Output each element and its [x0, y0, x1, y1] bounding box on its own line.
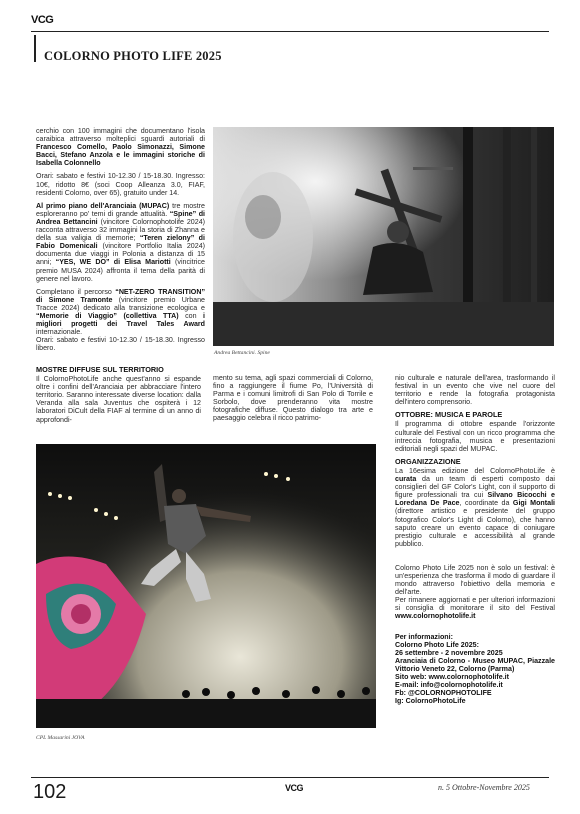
photo-spine-image [213, 127, 554, 346]
paragraph-netzero: Completano il percorso “NET-ZERO TRANSITION” di Simone Tramonte (vincitore premio Urbane Tracce 2024) dedicato alla transizione ecologica e “Memorie di Viaggio” (collettiva TTA) con i migliori progetti dei Travel Tales Award internazionale. [36, 287, 205, 337]
top-rule [31, 31, 549, 32]
heading-mostre-diffuse: MOSTRE DIFFUSE SUL TERRITORIO [36, 365, 164, 374]
column-left-upper [36, 127, 205, 357]
paragraph-mupac: Al primo piano dell'Aranciaia (MUPAC) tre mostre esploreranno po' temi di grande attualità. “Spine” di Andrea Bettancini (vincitore Colornophotolife 2024) racconta attraverso 32 immagini la storia di Zhanna e della sua valigia di memorie; “Teren zielony” di Fabio Domenicali (vincitore Portfolio Italia 2024) documenta due viaggi in Polonia a distanza di 15 anni; “YES, WE DO” di Elisa Mariotti (vincitrice premio MUSA 2024) affronta il tema della parità di genere nel lavoro. [36, 201, 206, 283]
info-line: Per informazioni: [395, 632, 453, 641]
photo-spine-caption: Andrea Bettancini. Spine [214, 350, 270, 356]
bottom-rule [31, 777, 549, 778]
issue-label: n. 5 Ottobre-Novembre 2025 [438, 783, 530, 792]
page-number: 102 [33, 781, 67, 803]
paragraph-territorio-cont: mento su tema, agli spazi commerciali di Colorno, fino a raggiungere il fiume Po, l'Università di Parma e i comuni limitrofi di San Polo di Torrile e Sorbolo, dove prenderanno vita mostre fotografiche diffuse. Questo dialogo tra arte e paesaggio celebra il ricco patrimo- [213, 374, 373, 423]
info-line[interactable]: Ig: ColornoPhotoLife [395, 697, 466, 706]
paragraph-hours-1: Orari: sabato e festivi 10-12.30 / 15-18.30. Ingresso: 10€, ridotto 8€ (soci Coop Alleanza 3.0, FIAF, residenti Colorno, over 65), gratuito under 14. [36, 172, 205, 197]
column-middle-lower [213, 374, 373, 428]
info-line[interactable]: E-mail: info@colornophotolife.it [395, 681, 503, 690]
photo-jova-image [36, 444, 376, 728]
info-line[interactable]: Sito web: www.colornophotolife.it [395, 673, 510, 681]
paragraph-aggiornamenti: Per rimanere aggiornati e per ulteriori informazioni si consiglia di monitorare il sito del Festival www.colornophotolife.it [395, 596, 555, 621]
photo-jova-caption: CPL Massarini JOVA [36, 735, 85, 741]
paragraph-conclusione: Colorno Photo Life 2025 non è solo un festival: è un'esperienza che trasforma il modo di guardare il mondo attraverso l'obiettivo della memoria e dell'arte. [395, 563, 555, 597]
column-left-lower [36, 366, 201, 429]
festival-website-link[interactable]: www.colornophotolife.it [395, 612, 476, 621]
heading-organizzazione: ORGANIZZAZIONE [395, 456, 461, 466]
info-line: Aranciaia di Colorno - Museo MUPAC, Piazzale Vittorio Veneto 22, Colorno (Parma) [395, 656, 555, 673]
paragraph-cuba: cerchio con 100 immagini che documentano l'isola caraibica attraverso molteplici sguardi autoriali di Francesco Comello, Paolo Simonazzi, Simone Bacci, Stefano Anzola e le immagini storiche di Isabella Colonnello [36, 127, 205, 168]
title-accent-bar [34, 35, 36, 62]
info-line: 26 settembre - 2 novembre 2025 [395, 648, 503, 657]
info-box [395, 633, 555, 706]
heading-ottobre: OTTOBRE: MUSICA E PAROLE [395, 410, 503, 420]
paragraph-territorio: Il ColornoPhotoLife anche quest'anno si espande oltre i confini dell'Aranciaia per abbracciare l'intero territorio. Saranno interessate diverse location: dalla Veranda alla sala Juventus che ospiterà i 12 laboratori DiCult della FIAF al termine di un anno di approfondi- [36, 375, 201, 424]
column-right [395, 374, 555, 705]
paragraph-hours-2: Orari: sabato e festivi 10-12.30 / 15-18.30. Ingresso libero. [36, 336, 205, 353]
section-title: COLORNO PHOTO LIFE 2025 [44, 49, 222, 63]
info-line[interactable]: Fb: @COLORNOPHOTOLIFE [395, 689, 492, 698]
photo-spine [213, 127, 554, 346]
paragraph-patrimonio: nio culturale e naturale dell'area, trasformando il festival in un evento che vive nel cuore del territorio e rende la fotografia protagonista dell'intero comprensorio. [395, 374, 555, 407]
magazine-logo: VCG [31, 14, 54, 26]
paragraph-ottobre: Il programma di ottobre espande l'orizzonte culturale del Festival con un ricco programma che intreccia fotografia, musica e presentazioni editoriali negli spazi del MUPAC. [395, 420, 555, 453]
info-line: Colorno Photo Life 2025: [395, 640, 479, 649]
paragraph-organizzazione: La 16esima edizione del ColornoPhotoLife è curata da un team di esperti composto dai consiglieri del GF Color's Light, con il supporto di figure professionali tra cui Silvano Bicocchi e Loredana De Pace, coordinate da Gigi Montali (direttore artistico e presidente del gruppo fotografico Color's Light di Colorno), che hanno saputo creare un evento capace di coniugare prestigio culturale e accessibilità al grande pubblico. [395, 466, 556, 548]
photo-jova-concert [36, 444, 376, 728]
footer-logo: VCG [285, 783, 304, 793]
